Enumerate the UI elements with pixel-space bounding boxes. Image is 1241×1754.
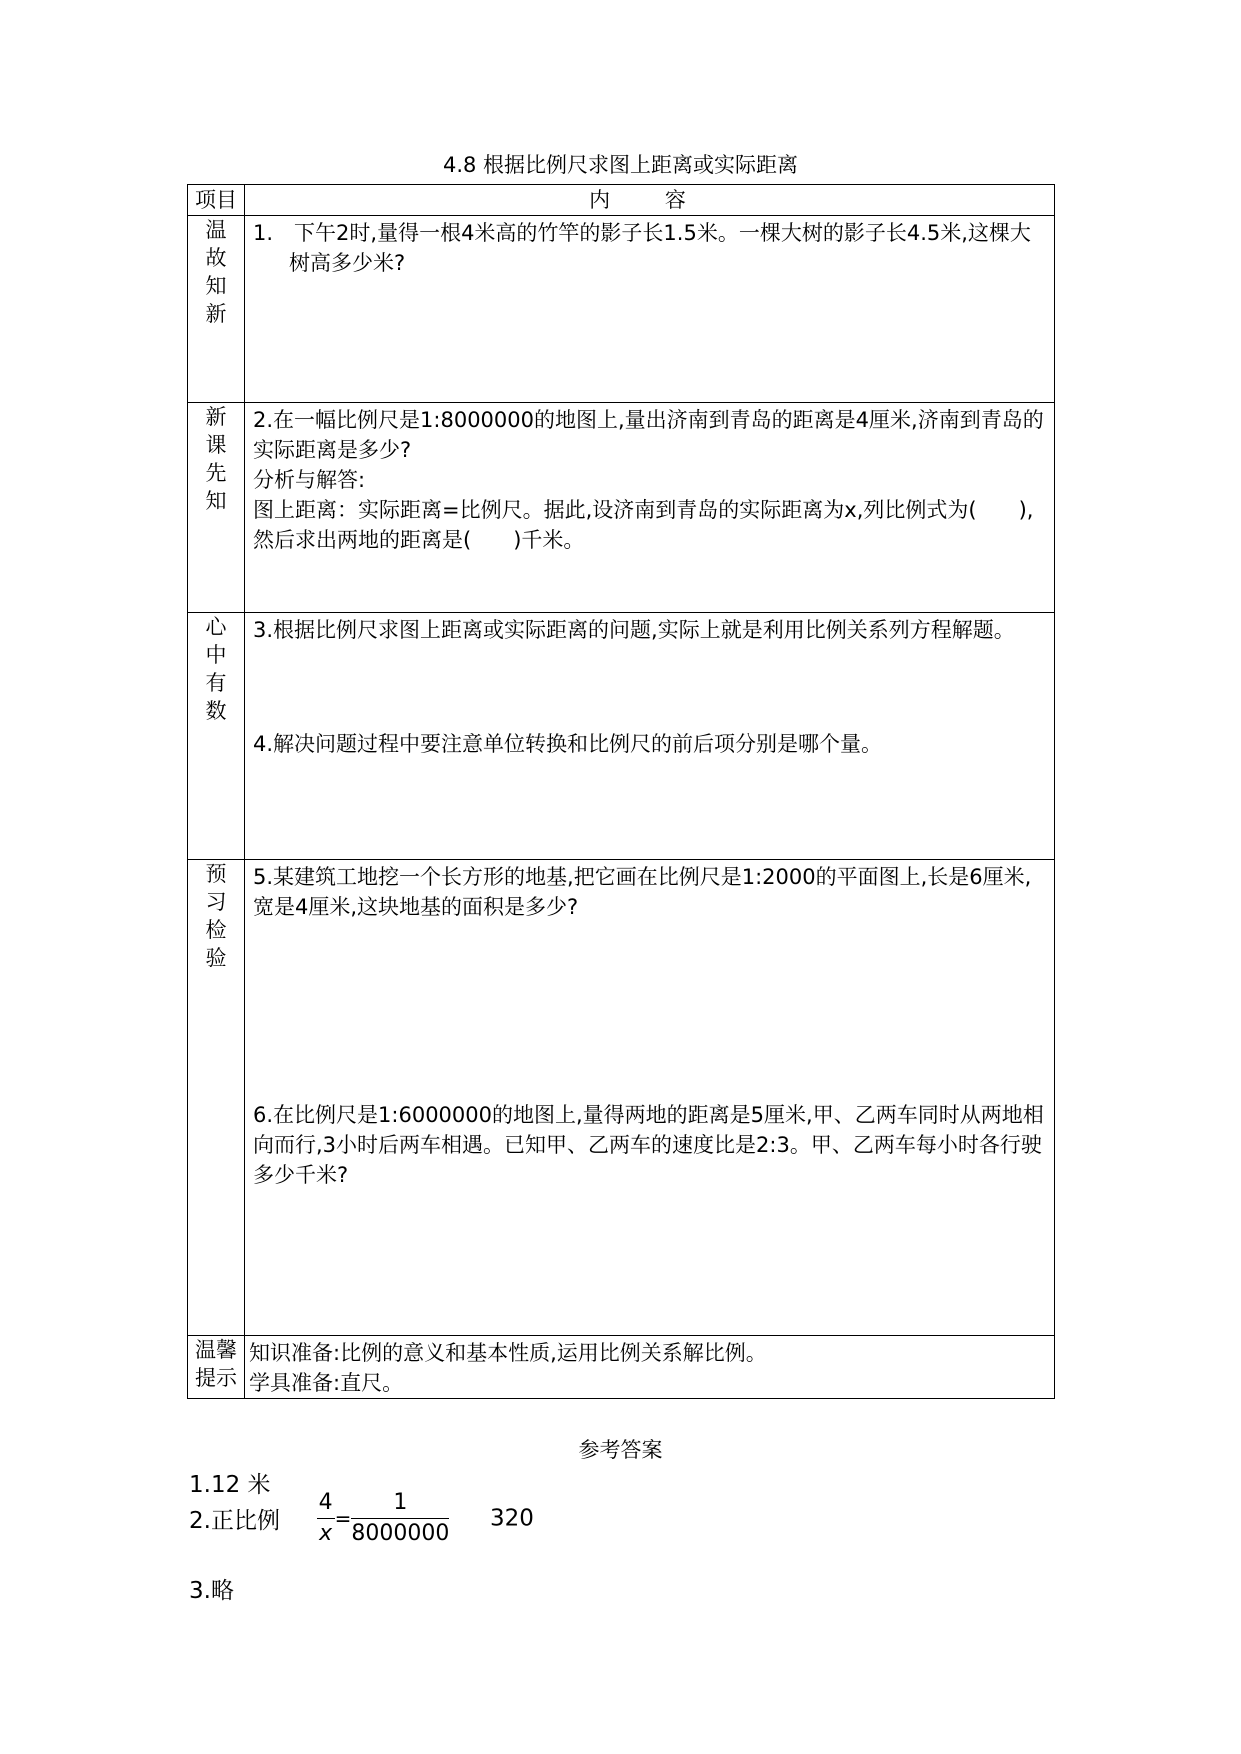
question-6: 6.在比例尺是1:6000000的地图上,量得两地的距离是5厘米,甲、乙两车同时从两地相向而行,3小时后两车相遇。已知甲、乙两车的速度比是2:3。甲、乙两车每小时各行驶多少千米? — [253, 1103, 1044, 1187]
row-label-mind: 心中有数 — [188, 613, 245, 860]
answer-2 — [189, 1488, 534, 1549]
fraction-lhs: $\frac{4}{x}$ — [318, 1490, 333, 1546]
answer-3: 3.略 — [189, 1578, 234, 1604]
row-content-review — [245, 216, 1055, 403]
question-4: 4.解决问题过程中要注意单位转换和比例尺的前后项分别是哪个量。 — [253, 732, 883, 756]
row-label-preview: 新课先知 — [188, 403, 245, 613]
row-label-check: 预习检验 — [188, 860, 245, 1336]
lesson-table — [187, 184, 1055, 1399]
row-label-tips: 温馨提示 — [188, 1336, 245, 1399]
answer-1: 1.12 米 — [189, 1472, 271, 1498]
row-check — [188, 860, 1055, 1336]
row-preview — [188, 403, 1055, 613]
row-review — [188, 216, 1055, 403]
fraction-rhs: $\frac{1}{8000000}$ — [351, 1490, 450, 1546]
analysis-hint: 图上距离：实际距离=比例尺。据此,设济南到青岛的实际距离为x,列比例式为( ),然后求出两地的距离是( )千米。 — [253, 498, 1034, 552]
question-1: 1. 下午2时,量得一根4米高的竹竿的影子长1.5米。一棵大树的影子长4.5米,这棵大树高多少米? — [253, 221, 1031, 275]
row-content-mind — [245, 613, 1055, 860]
page-title: 4.8 根据比例尺求图上距离或实际距离 — [442, 153, 799, 177]
analysis-label: 分析与解答: — [253, 468, 366, 492]
answers-title: 参考答案 — [578, 1438, 663, 1462]
header-item: 项目 — [188, 185, 245, 216]
question-5: 5.某建筑工地挖一个长方形的地基,把它画在比例尺是1:2000的平面图上,长是6厘米,宽是4厘米,这块地基的面积是多少? — [253, 865, 1032, 919]
row-tips — [188, 1336, 1055, 1399]
row-mind — [188, 613, 1055, 860]
row-content-tips — [245, 1336, 1055, 1399]
answer-2-prefix: 2.正比例 — [189, 1508, 280, 1534]
answer-2-result: 320 — [489, 1505, 534, 1532]
row-content-check — [245, 860, 1055, 1336]
table-header-row — [188, 185, 1055, 216]
equals-sign: = — [334, 1506, 352, 1531]
question-2: 2.在一幅比例尺是1:8000000的地图上,量出济南到青岛的距离是4厘米,济南到青岛的实际距离是多少? — [253, 408, 1044, 462]
row-content-preview — [245, 403, 1055, 613]
header-content: 内 容 — [245, 185, 1055, 216]
tips-line-2: 学具准备:直尺。 — [249, 1371, 404, 1395]
row-label-review: 温故知新 — [188, 216, 245, 403]
question-3: 3.根据比例尺求图上距离或实际距离的问题,实际上就是利用比例关系列方程解题。 — [253, 618, 1015, 642]
tips-line-1: 知识准备:比例的意义和基本性质,运用比例关系解比例。 — [249, 1341, 767, 1365]
